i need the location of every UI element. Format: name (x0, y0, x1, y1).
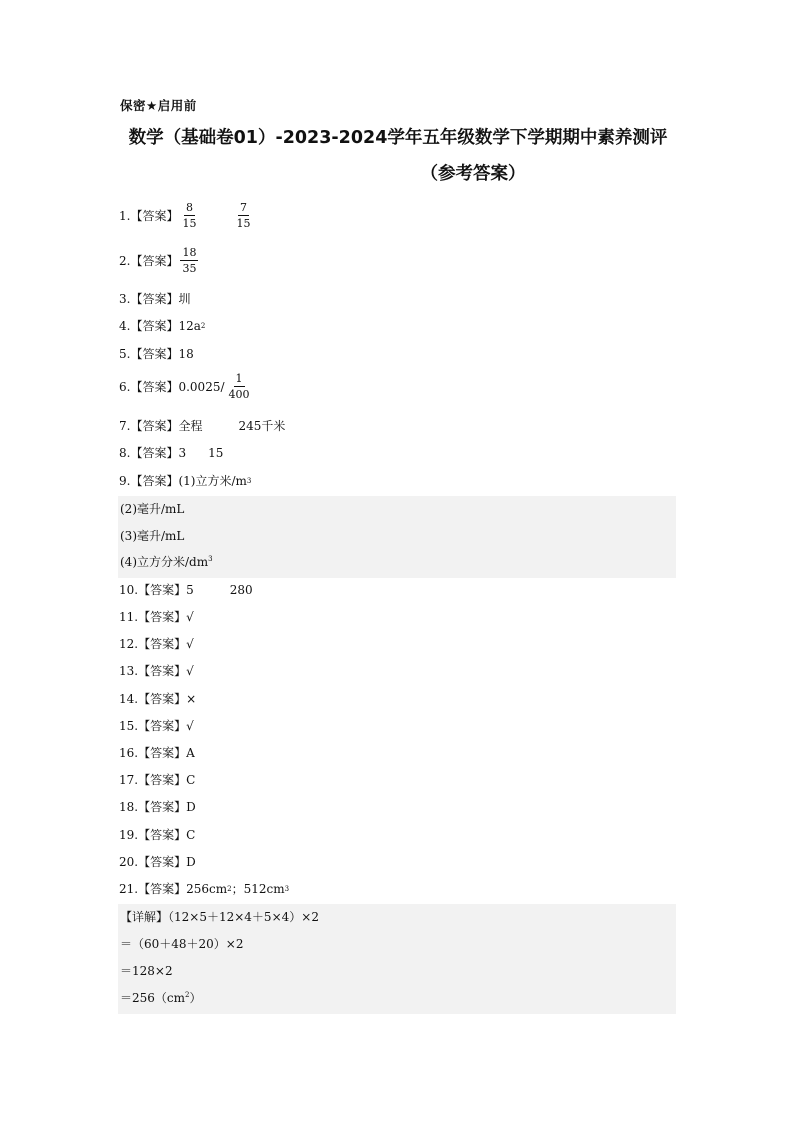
answer-tag: 【答案】 (130, 254, 179, 268)
answer-20 (119, 853, 196, 870)
answer-value: 280 (229, 582, 253, 597)
answer-21 (119, 880, 289, 897)
answer-8 (119, 444, 223, 461)
detail-line: (2)毫升/mL (120, 502, 185, 516)
answer-19 (119, 826, 195, 843)
answer-value: 全程 (178, 419, 203, 433)
denominator: 15 (182, 217, 197, 230)
answer-number: 15. (119, 718, 139, 733)
superscript: 3 (246, 476, 252, 485)
denominator: 400 (228, 388, 250, 401)
answer-tag: 【答案】 (138, 583, 187, 597)
answer-number: 8. (119, 445, 131, 460)
answer-21-detail (118, 904, 676, 1014)
fraction (180, 201, 198, 230)
numerator: 1 (235, 372, 243, 385)
answer-3 (119, 290, 190, 307)
answer-number: 21. (119, 881, 139, 896)
numerator: 8 (185, 201, 193, 214)
denominator: 35 (182, 262, 197, 275)
answer-7 (119, 417, 285, 434)
answer-2 (119, 246, 200, 275)
cross-mark-icon: × (186, 691, 197, 706)
answer-number: 12. (119, 636, 139, 651)
answer-tag: 【答案】 (138, 882, 187, 896)
answer-10 (119, 581, 253, 598)
answer-number: 11. (119, 609, 139, 624)
answer-tag: 【答案】 (138, 664, 187, 678)
answer-value: A (186, 745, 195, 760)
answer-tag: 【答案】 (138, 719, 187, 733)
answer-tag: 【答案】 (138, 610, 187, 624)
answer-5 (119, 345, 194, 362)
answer-number: 9. (119, 473, 131, 488)
answer-tag: 【答案】 (130, 209, 179, 223)
answer-4 (119, 317, 205, 334)
answer-value: 12a (178, 318, 201, 333)
answer-tag: 【答案】 (138, 855, 187, 869)
answer-tag: 【答案】 (138, 746, 187, 760)
answer-number: 3. (119, 291, 131, 306)
answer-value: C (186, 772, 196, 787)
answer-number: 10. (119, 582, 139, 597)
page-title: 数学（基础卷01）-2023-2024学年五年级数学下学期期中素养测评 (128, 128, 668, 148)
numerator: 18 (182, 246, 197, 259)
answer-number: 13. (119, 663, 139, 678)
confidential-label: 保密★启用前 (120, 98, 197, 113)
detail-line: (3)毫升/mL (120, 529, 185, 543)
answer-number: 7. (119, 418, 131, 433)
check-mark-icon: √ (186, 718, 194, 733)
superscript: 2 (200, 321, 206, 330)
answer-number: 18. (119, 799, 139, 814)
check-mark-icon: √ (186, 609, 194, 624)
answer-tag: 【答案】 (138, 692, 187, 706)
detail-tag: 【详解】 (120, 910, 169, 924)
superscript: 3 (284, 884, 290, 893)
answer-number: 19. (119, 827, 139, 842)
fraction (227, 372, 252, 401)
answer-tag: 【答案】 (138, 800, 187, 814)
answer-tag: 【答案】 (138, 773, 187, 787)
answer-11 (119, 608, 194, 625)
answer-value: C (186, 827, 196, 842)
detail-line: ＝（60＋48＋20）×2 (120, 937, 244, 951)
answer-number: 4. (119, 318, 131, 333)
answer-14 (119, 690, 196, 707)
answer-12 (119, 635, 194, 652)
detail-line: $=256(cm^2)$ (120, 991, 202, 1005)
page-subtitle: （参考答案） (420, 164, 526, 184)
detail-line: 【详解】（12×5＋12×4＋5×4）×2 (120, 910, 319, 924)
numerator: 7 (239, 201, 247, 214)
fraction (234, 201, 252, 230)
answer-value: 15 (208, 445, 224, 460)
answer-tag: 【答案】 (130, 446, 179, 460)
detail-line: (4)立方分米$/dm^3$ (120, 555, 213, 569)
answer-16 (119, 744, 195, 761)
answer-tag: 【答案】 (130, 347, 179, 361)
answer-number: 20. (119, 854, 139, 869)
answer-17 (119, 771, 195, 788)
answer-number: 16. (119, 745, 139, 760)
answer-9 (119, 472, 251, 489)
answer-tag: 【答案】 (130, 292, 179, 306)
fraction (180, 246, 198, 275)
answer-13 (119, 662, 194, 679)
answer-value: 0.0025/ (178, 379, 225, 394)
answer-15 (119, 717, 194, 734)
check-mark-icon: √ (186, 663, 194, 678)
answer-9-continuation (118, 496, 676, 578)
denominator: 15 (236, 217, 251, 230)
answer-value: D (186, 799, 196, 814)
answer-18 (119, 798, 196, 815)
answer-number: 2. (119, 253, 131, 268)
answer-number: 6. (119, 379, 131, 394)
answer-number: 14. (119, 691, 139, 706)
answer-value: 5 (186, 582, 194, 597)
answer-tag: 【答案】 (130, 474, 179, 488)
answer-value: 圳 (178, 292, 191, 306)
answer-value: 3 (178, 445, 187, 460)
answer-tag: 【答案】 (130, 319, 179, 333)
answer-number: 17. (119, 772, 139, 787)
superscript: 2 (227, 884, 232, 893)
answer-6 (119, 372, 254, 401)
answer-value: ；512cm (231, 882, 285, 896)
answer-value: (1)立方米/m (178, 474, 247, 488)
answer-number: 5. (119, 346, 131, 361)
answer-number: 1. (119, 208, 131, 223)
detail-line: ＝128×2 (120, 964, 173, 978)
answer-tag: 【答案】 (138, 637, 187, 651)
answer-tag: 【答案】 (138, 828, 187, 842)
answer-tag: 【答案】 (130, 380, 179, 394)
answer-value: 256cm (186, 881, 228, 896)
answer-value: D (186, 854, 196, 869)
answer-value: 245千米 (238, 419, 286, 433)
answer-value: 18 (178, 346, 194, 361)
answer-1 (119, 201, 254, 230)
answer-tag: 【答案】 (130, 419, 179, 433)
check-mark-icon: √ (186, 636, 194, 651)
